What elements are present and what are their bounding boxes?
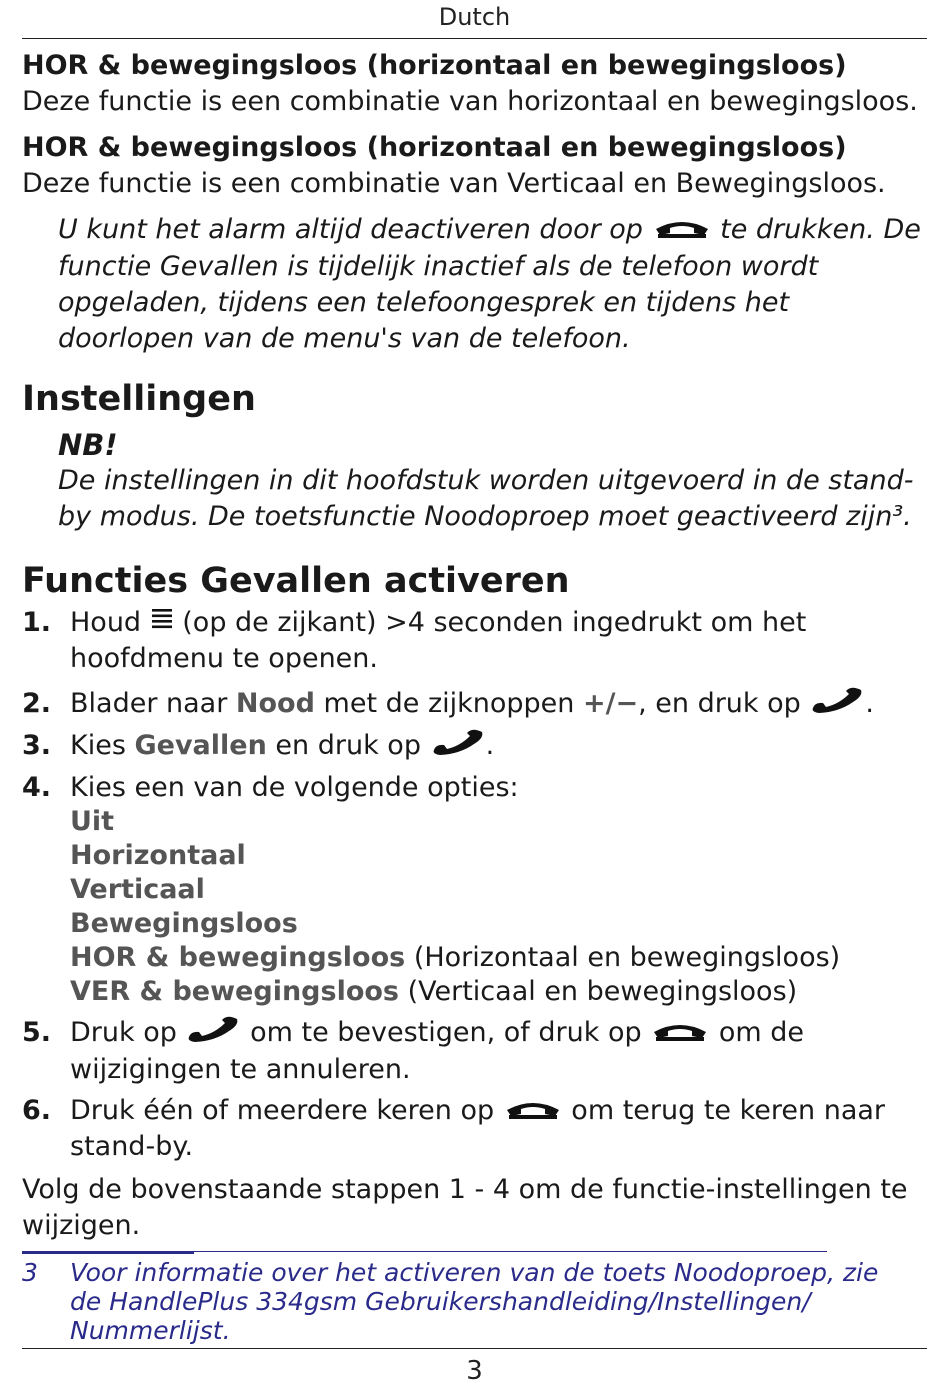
hor-text: Deze functie is een combinatie van horizontaal en bewegingsloos.	[22, 86, 918, 117]
settings-text: De instellingen in dit hoofdstuk worden uitgevoerd in de stand-by modus. De toetsfunctie Noodoproep moet geactiveerd zijn³.	[58, 464, 914, 532]
option-item: Horizontaal	[70, 839, 246, 871]
step-1: 1. Houd (op de zijkant) >4 seconden ingedrukt om het hoofdmenu te openen.	[22, 606, 807, 674]
ver-heading: HOR & bewegingsloos (horizontaal en bewegingsloos)	[22, 132, 847, 163]
step-5: 5. Druk op om te bevestigen, of druk op om de wijzigingen te annuleren.	[22, 1016, 804, 1085]
option-list	[70, 805, 927, 1009]
option-item: Uit	[70, 805, 115, 837]
closing-text: Volg de bovenstaande stappen 1 - 4 om de functie-instellingen te wijzigen.	[22, 1173, 908, 1241]
page-header	[22, 0, 927, 39]
page-number: 3	[466, 1356, 483, 1386]
page-footer	[22, 1348, 927, 1385]
header-language: Dutch	[438, 3, 511, 31]
step-4: 4. Kies een van de volgende opties:	[22, 771, 519, 803]
step-3: 3. Kies Gevallen en druk op .	[22, 728, 927, 765]
footnote-divider-accent	[22, 1252, 194, 1254]
hor-heading: HOR & bewegingsloos (horizontaal en bewegingsloos)	[22, 50, 847, 81]
alarm-note: U kunt het alarm altijd deactiveren door op te drukken. De functie Gevallen is tijdelijk inactief als de telefoon wordt opgeladen, tijdens een telefoongesprek en tijdens het doorlopen van de menu's van de telefoon.	[58, 214, 921, 354]
activate-title: Functies Gevallen activeren	[22, 560, 570, 601]
footnote-number: 3	[22, 1258, 38, 1287]
footnote-text: Voor informatie over het activeren van de toets Noodoproep, zie de HandlePlus 334gsm Gebruikershandleiding/Instellingen/ Nummerlijst.	[70, 1258, 879, 1345]
call-icon	[185, 1015, 241, 1052]
footnote	[22, 1258, 882, 1345]
menu-icon	[150, 606, 174, 641]
option-item: Bewegingsloos	[70, 907, 298, 939]
nb-label: NB!	[58, 427, 118, 462]
call-icon	[809, 686, 865, 723]
option-item: HOR & bewegingsloos (Horizontaal en bewegingsloos)	[70, 941, 841, 973]
end-call-icon	[650, 1016, 710, 1051]
option-item: VER & bewegingsloos (Verticaal en bewegingsloos)	[70, 975, 798, 1007]
step-6: 6. Druk één of meerdere keren op om terug te keren naar stand-by.	[22, 1094, 886, 1162]
step-2: 2. Blader naar Nood met de zijknoppen +/−, en druk op .	[22, 686, 927, 723]
end-call-icon	[503, 1094, 563, 1129]
end-call-icon	[652, 213, 712, 249]
page-content	[22, 48, 927, 1244]
settings-title: Instellingen	[22, 378, 256, 419]
call-icon	[430, 728, 486, 765]
ver-text: Deze functie is een combinatie van Verticaal en Bewegingsloos.	[22, 168, 886, 199]
option-item: Verticaal	[70, 873, 205, 905]
